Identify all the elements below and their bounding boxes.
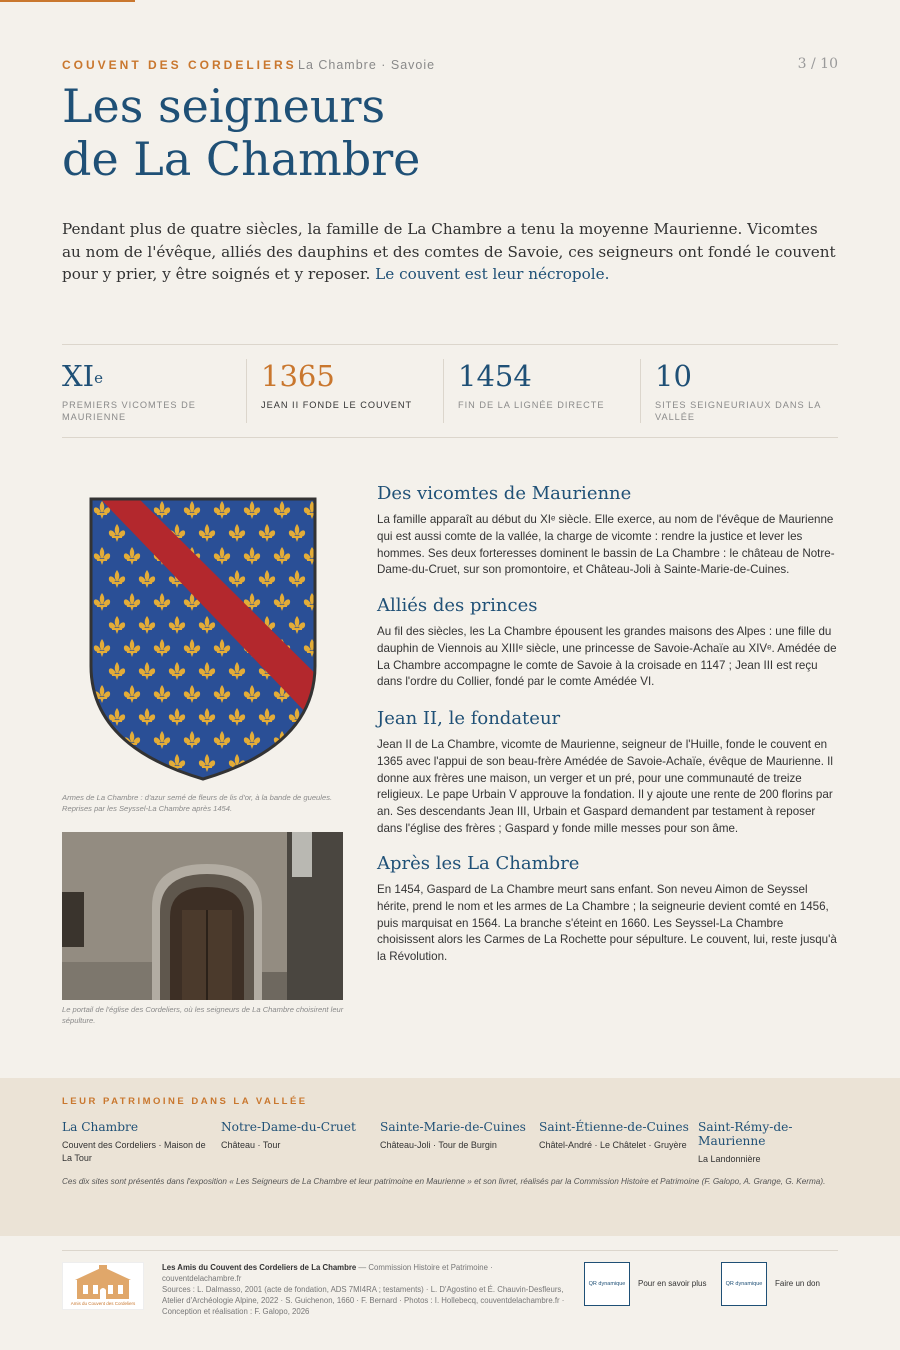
footer-credits: Les Amis du Couvent des Cordeliers de La Chambre — Commission Histoire et Patrimoine · couventdelachambre.fr Sources : L. Dalmasso, 2001 (acte de fondation, ADS 7MI4RA ; testaments) · L. D'Agostino et É. Chauvin-Desfleurs, Atelier d'Archéologie Alpine, 2022 · S. Guichenon, 1660 · F. Bernard · Photos : I. Hollebecq, couventdelachambre.fr · Conception et réalisation : F. Galopo, 2026	[162, 1263, 565, 1316]
qr-label-info: Pour en savoir plus	[638, 1279, 707, 1288]
section-text: Jean II de La Chambre, vicomte de Maurienne, seigneur de l'Huille, fonde le couvent en 1365 avec l'appui de son beau-frère Amédée de Savoie-Achaïe, évêque de Maurienne. Il donne aux frères une maison, un verger et un pré, pour une communauté de treize religieux. Le pape Urbain V approuve la fondation. Il y ajoute une rente de 200 florins par an. Ses descendants Jean III, Urbain et Gaspard demandent par testament à reposer dans l'église des frères ; Gaspard y fonde mille messes pour son âme.	[377, 738, 833, 835]
photo-caption: Le portail de l'église des Cordeliers, où les seigneurs de La Chambre choisirent leur sépulture.	[62, 1005, 344, 1025]
stat-sites: 10 SITES SEIGNEURIAUX DANS LA VALLÉE	[640, 359, 839, 423]
page-title: Les seigneurs de La Chambre	[62, 79, 421, 186]
fleur-de-lis-icon	[109, 754, 125, 772]
section-apres	[377, 852, 837, 966]
qr-code-donate[interactable]: QR dynamique	[721, 1262, 767, 1306]
top-accent-bar	[0, 0, 135, 2]
section-text: Au fil des siècles, les La Chambre épousent les grandes maisons des Alpes : une fille du dauphin de Viennois au XIIIᵉ siècle, une princesse de Savoie-Achaïe au XIVᵉ. Amédée de La Chambre accompagne le comte de Savoie à la croisade en 1147 ; Jean III est reçu dans l'ordre du Collier, fondé par le comte Amédée VI.	[377, 625, 837, 689]
section-title: Alliés des princes	[377, 595, 538, 616]
qr-label-donate: Faire un don	[775, 1279, 820, 1288]
section-title: Des vicomtes de Maurienne	[377, 483, 632, 504]
logo-text: Amis du Couvent des Cordeliers	[70, 1301, 136, 1306]
fleur-de-lis-icon	[259, 754, 275, 772]
org-name: Les Amis du Couvent des Cordeliers de La Chambre	[162, 1263, 357, 1272]
intro-paragraph: Pendant plus de quatre siècles, la famille de La Chambre a tenu la moyenne Maurienne. Vicomtes au nom de l'évêque, alliés des dauphins et des comtes de Savoie, ces seigneurs ont fondé le couvent pour y prier, y être soignés et y reposer. Le couvent est leur nécropole.	[62, 220, 836, 283]
church-portal-image-icon	[62, 832, 343, 1000]
fleur-de-lis-icon	[304, 731, 318, 749]
site-sainte-marie-de-cuines: Sainte-Marie-de-Cuines Château-Joli · Tour de Burgin	[380, 1120, 526, 1150]
patrimoine-band	[0, 1078, 900, 1236]
site-la-chambre: La Chambre Couvent des Cordeliers · Maison de La Tour	[62, 1120, 206, 1163]
section-text: La famille apparaît au début du XIᵉ siècle. Elle exerce, au nom de l'évêque de Maurienne qui est aussi comte de la vallée, la charge de vicomte : rendre la justice et lever les hommes. Ses deux forteresses dominent le bassin de La Chambre : le château de Notre-Dame-du-Cruet, sur son promontoire, et Château-Joli à Sainte-Marie-de-Cuines.	[377, 513, 835, 577]
site-saint-etienne-de-cuines: Saint-Étienne-de-Cuines Châtel-André · Le Châtelet · Gruyère	[539, 1120, 689, 1150]
footer-divider	[62, 1250, 838, 1251]
stat-end-lineage: 1454 FIN DE LA LIGNÉE DIRECTE	[443, 359, 638, 423]
section-title: Jean II, le fondateur	[377, 708, 561, 729]
coat-of-arms-shield-icon	[88, 496, 318, 782]
section-allies	[377, 594, 837, 691]
section-fondateur	[377, 707, 837, 838]
eyebrow: COUVENT DES CORDELIERS	[62, 58, 297, 72]
qr-code-info[interactable]: QR dynamique	[584, 1262, 630, 1306]
patrimoine-title: LEUR PATRIMOINE DANS LA VALLÉE	[62, 1096, 308, 1107]
fleur-de-lis-icon	[289, 754, 305, 772]
shield-caption: Armes de La Chambre : d'azur semé de fleurs de lis d'or, à la bande de gueules. Reprises par les Seyssel-La Chambre après 1454.	[62, 793, 333, 813]
site-saint-remy-de-maurienne: Saint-Rémy-de-Maurienne La Landonnière	[698, 1120, 793, 1164]
section-vicomtes	[377, 482, 837, 579]
sources: Sources : L. Dalmasso, 2001 (acte de fondation, ADS 7MI4RA ; testaments) · L. D'Agostino et É. Chauvin-Desfleurs, Atelier d'Archéologie Alpine, 2022 · S. Guichenon, 1660 · F. Bernard · Photos : I. Hollebecq, couventdelachambre.fr · Conception et réalisation : F. Galopo, 2026	[162, 1285, 565, 1316]
stat-centuries: XIe PREMIERS VICOMTES DE MAURIENNE	[62, 359, 196, 422]
fleur-de-lis-icon	[94, 731, 110, 749]
section-text: En 1454, Gaspard de La Chambre meurt sans enfant. Son neveu Aimon de Seyssel hérite, prend le nom et les armes de La Chambre ; la seigneurie devient comté en 1456, puis marquisat en 1564. La branche s'éteint en 1660. Les Seyssel-La Chambre choisissent alors les Carmes de La Rochette pour sépulture. Le couvent, lui, reste jusqu'à la Révolution.	[377, 883, 837, 964]
site-notre-dame-du-cruet: Notre-Dame-du-Cruet Château · Tour	[221, 1120, 356, 1150]
section-title: Après les La Chambre	[377, 853, 580, 874]
intro-highlight: Le couvent est leur nécropole.	[375, 265, 610, 283]
patrimoine-note: Ces dix sites sont présentés dans l'exposition « Les Seigneurs de La Chambre et leur patrimoine en Maurienne » et son livret, réalisés par la Commission Histoire et Patrimoine (F. Galopo, A. Grange, G. Kerma).	[62, 1177, 826, 1186]
portal-photo	[62, 832, 343, 1000]
association-logo	[62, 1262, 144, 1310]
page-indicator: 3 / 10	[797, 56, 838, 72]
stats-bar	[62, 344, 838, 438]
stat-foundation: 1365 JEAN II FONDE LE COUVENT	[246, 359, 441, 423]
location: La Chambre · Savoie	[298, 58, 436, 72]
